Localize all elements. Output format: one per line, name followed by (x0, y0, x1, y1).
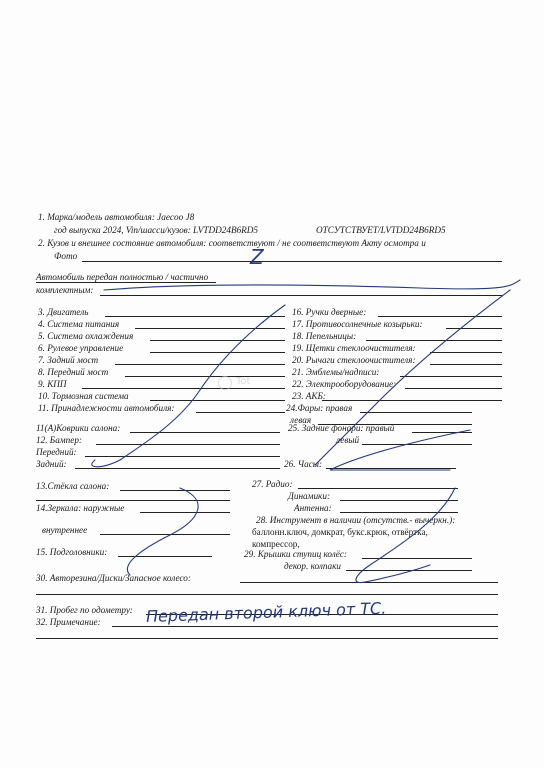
handwritten-z-mark: Z (250, 245, 264, 269)
item-9: 9. КПП (38, 379, 67, 389)
item-11: 11. Принадлежности автомобиля: (38, 403, 175, 413)
item-28-tools: 28. Инструмент в наличии (отсутств.- вычеркн.): (256, 515, 456, 525)
item-24-left: левая (290, 415, 312, 425)
item-7: 7. Задний мост (38, 355, 99, 365)
item-26-clock: 26. Часы: (284, 459, 323, 469)
watermark-text: Tot (236, 376, 251, 387)
item-31-odometer: 31. Пробег по одометру: (36, 605, 133, 615)
item-6: 6. Рулевое управление (38, 343, 124, 353)
item-12-bumper: 12. Бампер: (36, 435, 82, 445)
item-10: 10. Тормозная система (38, 391, 129, 401)
item-25-rear-lights: 25. Задние фонари: правый (288, 423, 395, 433)
item-18: 18. Пепельницы: (292, 331, 357, 341)
item-2-body: 2. Кузов и внешнее состояние автомобиля: соответствуют / не соответствуют Акту осмотра и (38, 238, 426, 248)
speakers: Динамики: (288, 491, 330, 501)
tools-list: баллонн.ключ, домкрат, букс.крюк, отвёртка, (252, 527, 428, 537)
item-15-headrests: 15. Подголовники: (36, 547, 108, 557)
item-19: 19. Щетки стеклоочистителя: (292, 343, 416, 353)
item-24: 24.Фары: правая (286, 403, 353, 413)
stroke-complete (104, 280, 520, 290)
rear-lights-left: левый (336, 435, 360, 445)
item-1-vin-alt: ОТСУТСТВУЕТ/LVTDD24B6RD5 (316, 225, 446, 235)
stroke-lower-right (356, 488, 455, 583)
item-13-glass: 13.Стёкла салона: (36, 481, 110, 491)
item-21: 21. Эмблемы/надписи: (292, 367, 380, 377)
item-1-make-model: 1. Марка/модель автомобиля: Jaecoo J8 (38, 212, 195, 222)
antenna: Антенна: (294, 503, 332, 513)
item-30-tires: 30. Авторезина/Диски/Запасное колесо: (36, 573, 191, 583)
item-5: 5. Система охлаждения (38, 331, 134, 341)
tools-list-2: компрессор, (252, 539, 300, 549)
item-29-hubcaps: 29. Крышки ступиц колёс: (244, 549, 347, 559)
item-14-mirrors: 14.Зеркала: наружные (36, 503, 125, 513)
handover-line: Автомобиль передан полностью / частично (36, 272, 209, 282)
bumper-front: Передний: (36, 447, 77, 457)
item-16: 16. Ручки дверные: (292, 307, 367, 317)
item-22: 22. Электрооборудование: (292, 379, 397, 389)
stroke-mid-right (330, 430, 470, 470)
decor-caps: декор. колпаки (284, 561, 341, 571)
stroke-lower-left (127, 488, 198, 575)
item-8: 8. Передний мост (38, 367, 109, 377)
item-2-photo: Фото (54, 251, 78, 261)
item-4: 4. Система питания (38, 319, 120, 329)
handwritten-note: Передан второй ключ от ТС. (145, 598, 387, 626)
complete-label: комплектным: (36, 285, 94, 295)
item-20: 20. Рычаги стеклоочистителя: (292, 355, 416, 365)
stroke-left-column (92, 305, 285, 467)
mirror-inner: внутреннее (42, 525, 88, 535)
item-32-note: 32. Примечание: (36, 617, 101, 627)
item-17: 17. Противосолнечные козырьки: (292, 319, 423, 329)
bumper-rear: Задний: (36, 459, 67, 469)
item-23: 23. АКБ: (292, 391, 326, 401)
item-11a-mats: 11(А)Коврики салона: (36, 423, 121, 433)
item-27-radio: 27. Радио: (252, 479, 293, 489)
stroke-right-column (315, 290, 510, 465)
item-1-year-vin: год выпуска 2024, Vin/шасси/кузов: LVTDD24B6RD5 (54, 225, 258, 235)
item-3: 3. Двигатель (38, 307, 89, 317)
